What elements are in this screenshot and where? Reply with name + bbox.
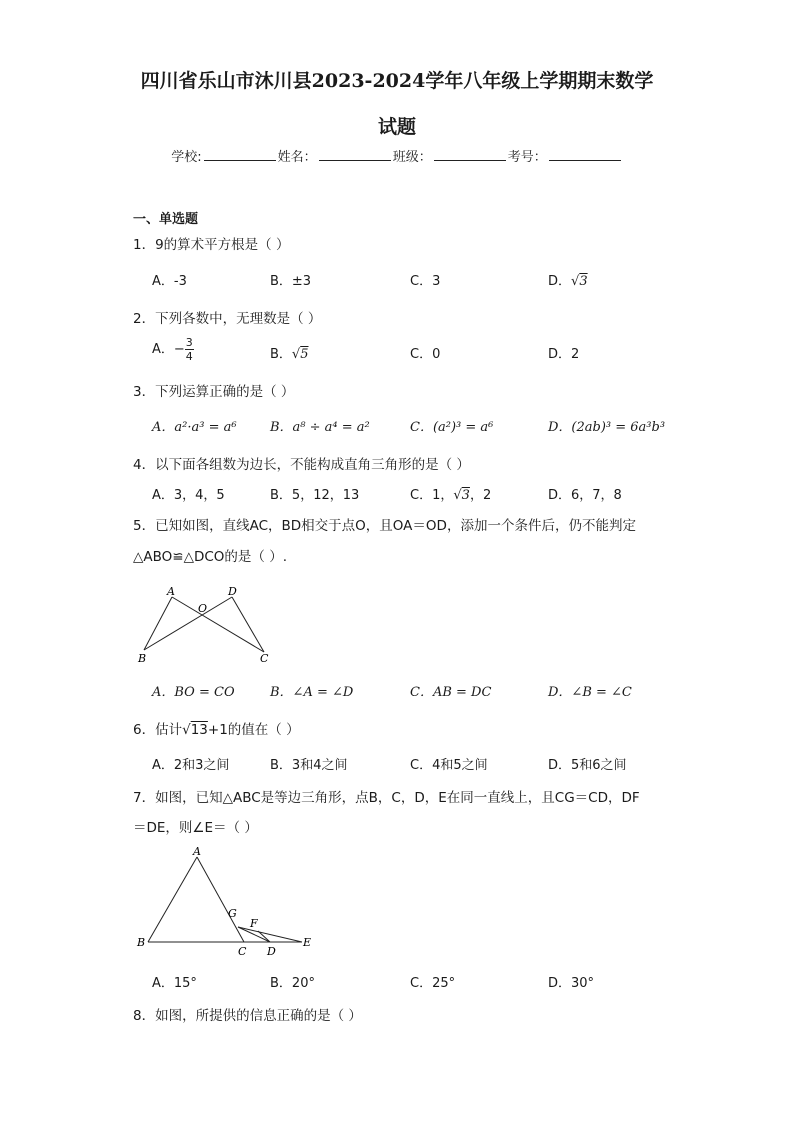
q1-option-b[interactable]: B．±3 [270, 274, 312, 289]
fraction-denominator: 4 [185, 350, 193, 363]
q4-option-c-prefix: C．1， [410, 488, 454, 503]
q4-option-a[interactable]: A．3，4，5 [152, 488, 225, 503]
student-info [0, 146, 794, 165]
sqrt-sign: √ [571, 274, 580, 289]
q6-stem-suffix: +1的值在（ ） [207, 722, 300, 738]
q2-option-c[interactable]: C．0 [410, 347, 441, 362]
q1-option-c[interactable]: C．3 [410, 274, 441, 289]
q4-option-b[interactable]: B．5，12，13 [270, 488, 360, 503]
label-b: B [138, 652, 147, 665]
q4-option-d[interactable]: D．6，7，8 [548, 488, 622, 503]
q2-option-b-radicand: 5 [300, 347, 309, 362]
label-a: A [167, 585, 175, 598]
q6-option-c[interactable]: C．4和5之间 [410, 758, 488, 773]
question-6-stem [133, 718, 300, 738]
sqrt-sign: √ [182, 722, 191, 738]
side-ac [197, 857, 244, 942]
line-dc [232, 597, 264, 652]
q2-option-d[interactable]: D．2 [548, 347, 580, 362]
q5-option-d[interactable]: D．∠B = ∠C [548, 685, 632, 700]
q6-option-a[interactable]: A．2和3之间 [152, 758, 230, 773]
label-g: G [228, 907, 237, 920]
q2-option-a-prefix: A．− [152, 342, 185, 357]
q5-option-b[interactable]: B．∠A = ∠D [270, 685, 354, 700]
q1-option-d[interactable] [548, 270, 588, 289]
line-db [144, 597, 232, 650]
label-d: D [267, 945, 276, 958]
q7-option-a[interactable]: A．15° [152, 976, 197, 991]
q6-stem-prefix: 6．估计 [133, 722, 183, 738]
q3-option-d[interactable]: D．(2ab)³ = 6a³b³ [548, 420, 666, 435]
q5-option-a[interactable]: A．BO = CO [152, 685, 235, 700]
label-a: A [193, 845, 201, 858]
name-blank[interactable] [319, 148, 391, 161]
question-4-stem: 4．以下面各组数为边长，不能构成直角三角形的是（ ） [133, 457, 470, 473]
page-title-line2: 试题 [377, 116, 416, 138]
question-7-stem: 7．如图，已知△ABC是等边三角形，点B，C，D，E在同一直线上，且CG＝CD，DF [133, 790, 640, 806]
exam-label: 考号： [507, 150, 547, 165]
label-b: B [137, 936, 146, 949]
q2-option-b[interactable] [270, 343, 309, 362]
label-o: O [198, 602, 208, 615]
q1-option-d-prefix: D． [548, 274, 572, 289]
segment-ge [238, 927, 302, 942]
q4-option-c-radicand: 3 [461, 488, 470, 503]
class-label: 班级： [392, 150, 432, 165]
q7-figure [134, 843, 319, 958]
q1-option-d-radicand: 3 [579, 274, 588, 289]
q1-option-a[interactable]: A．-3 [152, 274, 187, 289]
school-blank[interactable] [204, 148, 276, 161]
sqrt-sign: √ [453, 488, 462, 503]
q3-option-b[interactable]: B．a⁸ ÷ a⁴ = a² [270, 420, 370, 435]
sqrt-sign: √ [291, 347, 301, 362]
question-5-stem-line2: △ABO≌△DCO的是（ ）. [133, 549, 287, 565]
label-f: F [250, 917, 258, 930]
q4-option-c[interactable] [410, 484, 491, 503]
q3-option-c[interactable]: C．(a²)³ = a⁶ [410, 420, 494, 435]
school-label: 学校: [171, 150, 202, 165]
q7-option-c[interactable]: C．25° [410, 976, 456, 991]
label-d: D [228, 585, 237, 598]
question-1-stem: 1．9的算术平方根是（ ） [133, 237, 290, 253]
page-title: 四川省乐山市沐川县2023-2024学年八年级上学期期末数学 [140, 70, 654, 92]
question-3-stem: 3．下列运算正确的是（ ） [133, 384, 295, 400]
class-blank[interactable] [434, 148, 506, 161]
side-ab [148, 857, 197, 942]
q6-option-b[interactable]: B．3和4之间 [270, 758, 348, 773]
q7-option-d[interactable]: D．30° [548, 976, 595, 991]
q5-figure [134, 582, 284, 668]
fraction-numerator: 3 [185, 336, 193, 349]
q7-option-b[interactable]: B．20° [270, 976, 315, 991]
q2-option-a[interactable] [152, 336, 194, 363]
fraction [185, 336, 194, 363]
q2-option-b-prefix: B． [270, 347, 292, 362]
question-5-stem: 5．已知如图，直线AC，BD相交于点O，且OA＝OD，添加一个条件后，仍不能判定 [133, 518, 636, 534]
section-title: 一、单选题 [133, 212, 199, 227]
q4-option-c-suffix: ，2 [469, 488, 492, 503]
question-2-stem: 2．下列各数中，无理数是（ ） [133, 311, 322, 327]
question-8-stem: 8．如图，所提供的信息正确的是（ ） [133, 1008, 362, 1024]
exam-blank[interactable] [549, 148, 621, 161]
q6-option-d[interactable]: D．5和6之间 [548, 758, 627, 773]
q6-stem-radicand: 13 [190, 722, 208, 738]
name-label: 姓名： [277, 150, 317, 165]
label-e: E [303, 936, 312, 949]
q3-option-a[interactable]: A．a²·a³ = a⁶ [152, 420, 237, 435]
label-c: C [238, 945, 247, 958]
question-7-stem-line2: ＝DE，则∠E＝（ ） [133, 820, 258, 836]
q5-option-c[interactable]: C．AB = DC [410, 685, 492, 700]
label-c: C [260, 652, 269, 665]
